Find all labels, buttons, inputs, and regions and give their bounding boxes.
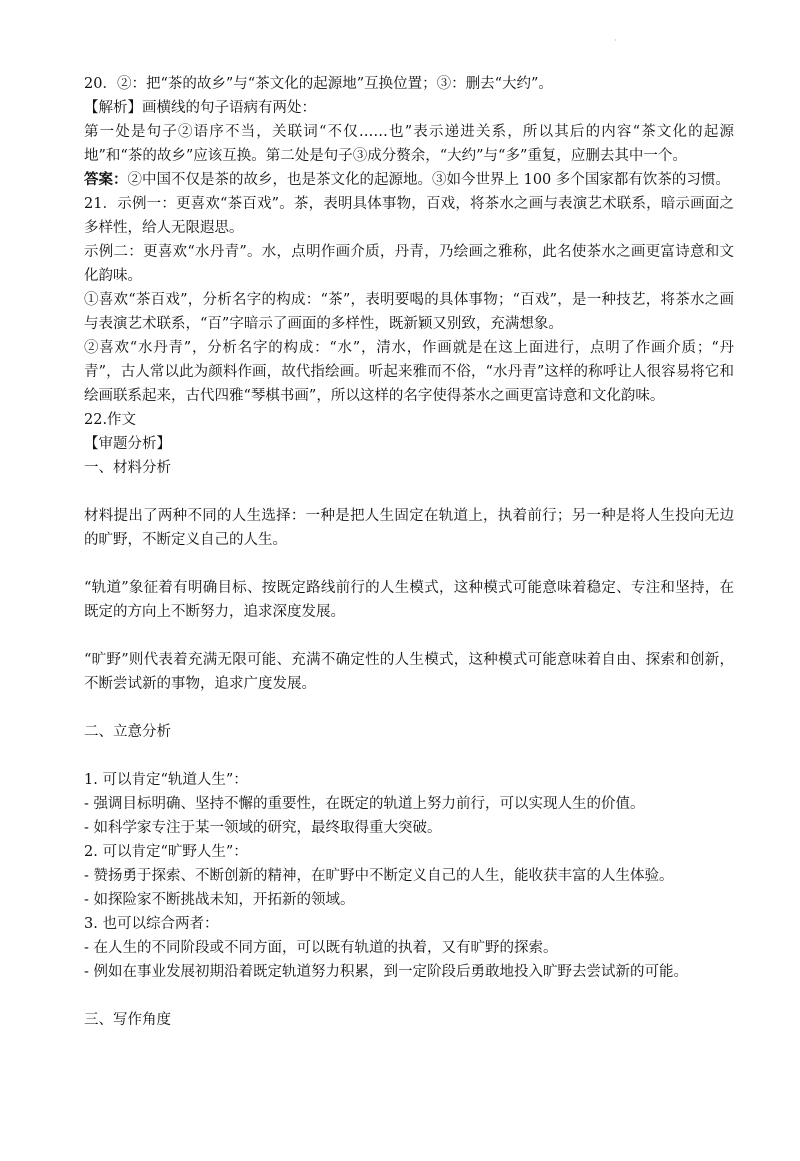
material-paragraph-3: “旷野”则代表着充满无限可能、充满不确定性的人生模式，这种模式可能意味着自由、探索和创新，不断尝试新的事物，追求广度发展。 <box>84 652 734 692</box>
list-item: - 如科学家专注于某一领域的研究，最终取得重大突破。 <box>84 820 442 836</box>
q21-example-two: 示例二：更喜欢“水丹青”。水，点明作画介质，丹青，乃绘画之雅称，此名使茶水之画更富诗意和文化韵味。 <box>84 244 734 284</box>
section-two-title: 二、立意分析 <box>84 724 171 740</box>
list-item: - 例如在事业发展初期沿着既定轨道努力积累，到一定阶段后勇敢地投入旷野去尝试新的可能。 <box>84 964 689 980</box>
list-item: - 赞扬勇于探索、不断创新的精神，在旷野中不断定义自己的人生，能收获丰富的人生体验。 <box>84 868 674 884</box>
q20-final-answer <box>84 168 734 192</box>
q20-analysis-heading: 【解析】画横线的句子语病有两处： <box>84 100 316 116</box>
document-page <box>84 72 734 1032</box>
section-three-title: 三、写作角度 <box>84 1012 171 1028</box>
corner-mark: · <box>614 36 617 45</box>
section-one-title: 一、材料分析 <box>84 460 171 476</box>
q21-point-one: ①喜欢“茶百戏”，分析名字的构成：“茶”，表明要喝的具体事物；“百戏”，是一种技艺，将茶水之画与表演艺术联系，“百”字暗示了画面的多样性，既新颖又别致，充满想象。 <box>84 292 734 332</box>
list-item: 2. 可以肯定“旷野人生”： <box>84 844 248 860</box>
list-item: - 强调目标明确、坚持不懈的重要性，在既定的轨道上努力前行，可以实现人生的价值。 <box>84 796 645 812</box>
q20-answer-line: 20．②：把“茶的故乡”与“茶文化的起源地”互换位置；③：删去“大约”。 <box>84 76 553 92</box>
material-paragraph-1: 材料提出了两种不同的人生选择：一种是把人生固定在轨道上，执着前行；另一种是将人生投向无边的旷野，不断定义自己的人生。 <box>84 508 734 548</box>
q22-title: 22.作文 <box>84 412 137 428</box>
answer-label: 答案： <box>84 171 128 188</box>
q21-example-one: 21．示例一：更喜欢“茶百戏”。茶，表明具体事物，百戏，将茶水之画与表演艺术联系，暗示画面之多样性，给人无限遐思。 <box>84 196 734 236</box>
q20-analysis-body: 第一处是句子②语序不当，关联词“不仅……也”表示递进关系，所以其后的内容“茶文化的起源地”和“茶的故乡”应该互换。第二处是句子③成分赘余，“大约”与“多”重复，应删去其中一个。 <box>84 124 734 164</box>
list-item: 1. 可以肯定“轨道人生”： <box>84 772 248 788</box>
q22-review-heading: 【审题分析】 <box>84 436 171 452</box>
list-item: - 如探险家不断挑战未知，开拓新的领域。 <box>84 892 355 908</box>
list-item: 3. 也可以综合两者： <box>84 916 219 932</box>
answer-text: ②中国不仅是茶的故乡，也是茶文化的起源地。③如今世界上 100 多个国家都有饮茶的习惯。 <box>127 172 730 188</box>
list-item: - 在人生的不同阶段或不同方面，可以既有轨道的执着，又有旷野的探索。 <box>84 940 558 956</box>
q21-point-two: ②喜欢“水丹青”，分析名字的构成：“水”，清水，作画就是在这上面进行，点明了作画介质；“丹青”，古人常以此为颜料作画，故代指绘画。听起来雅而不俗，“水丹青”这样的称呼让人很容易将它和绘画联系起来，古代四雅“琴棋书画”，所以这样的名字使得茶水之画更富诗意和文化韵味。 <box>84 340 734 404</box>
material-paragraph-2: “轨道”象征着有明确目标、按既定路线前行的人生模式，这种模式可能意味着稳定、专注和坚持，在既定的方向上不断努力，追求深度发展。 <box>84 580 734 620</box>
